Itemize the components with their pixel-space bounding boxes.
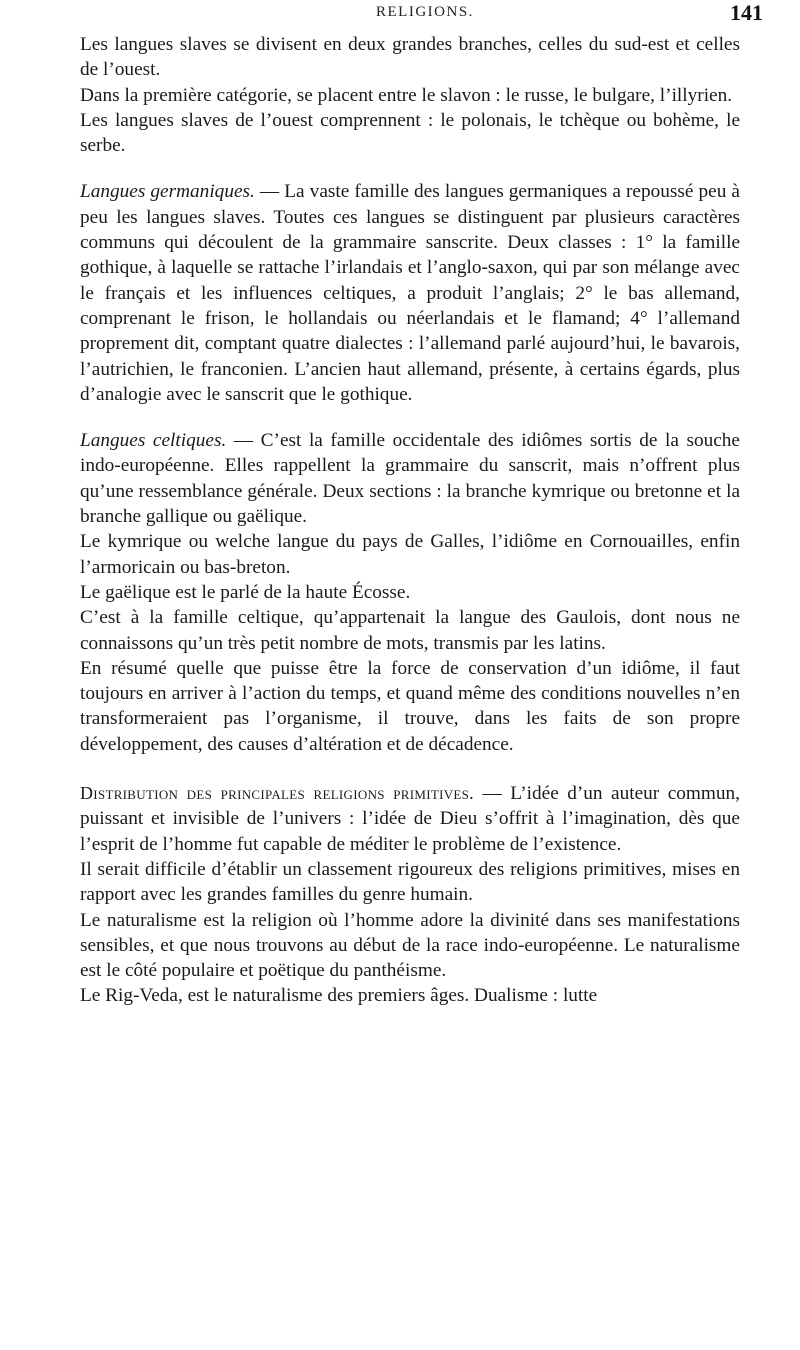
running-title: RELIGIONS. bbox=[376, 4, 474, 20]
paragraph: En résumé quelle que puisse être la force de conservation d’un idiôme, il faut toujours en arriver à l’action du temps, et quand même des conditions nouvelles n’en transformeraient pas l’organisme, il trouve, dans les faits de son propre développement, des causes d’altération et de décadence. bbox=[80, 657, 740, 755]
section-religions: Distribution des principales religions primitives. — L’idée d’un auteur commun, puissant et invisible de l’univers : l’idée de Dieu s’offrit à l’imagination, dès que l’esprit de l’homme fut capable de méditer le problème de l’existence. bbox=[80, 783, 740, 855]
paragraph: Dans la première catégorie, se placent entre le slavon : le russe, le bulgare, l’illyrien. bbox=[80, 84, 733, 106]
paragraph: Le kymrique ou welche langue du pays de Galles, l’idiôme en Cornouailles, enfin l’armoricain ou bas-breton. bbox=[80, 531, 740, 578]
section-heading: Langues celtiques. bbox=[80, 430, 227, 452]
paragraph: C’est à la famille celtique, qu’appartenait la langue des Gaulois, dont nous ne connaissons qu’un très petit nombre de mots, transmis par les latins. bbox=[80, 607, 740, 654]
paragraph: Le Rig-Veda, est le naturalisme des premiers âges. Dualisme : lutte bbox=[80, 985, 598, 1007]
paragraph: Les langues slaves de l’ouest comprennent : le polonais, le tchèque ou bohème, le serbe. bbox=[80, 109, 740, 157]
paragraph: Les langues slaves se divisent en deux grandes branches, celles du sud-est et celles de l’ouest. bbox=[80, 34, 740, 81]
running-head bbox=[0, 2, 800, 26]
section-celtiques: Langues celtiques. — C’est la famille occidentale des idiômes sortis de la souche indo-européenne. Elles rappellent la grammaire du sanscrit, mais n’offrent plus qu’une ressemblance générale. Deux sections : la branche kymrique ou bretonne et la branche gallique ou gaëlique. bbox=[80, 430, 740, 528]
section-heading: Distribution des principales religions primitives. bbox=[80, 783, 474, 804]
section-germaniques: Langues germaniques. — La vaste famille des langues germaniques a repoussé peu à peu les langues slaves. Toutes ces langues se distinguent par plusieurs caractères communs qui découlent de la grammaire sanscrite. Deux classes : 1° la famille gothique, à laquelle se rattache l’irlandais et l’anglo-saxon, qui par son mélange avec le français et les influences celtiques, a produit l’anglais; 2° le bas allemand, comprenant le frison, le hollandais ou néerlandais et le flamand; 4° l’allemand proprement dit, comptant quatre dialectes : l’allemand parlé aujourd’hui, le bavarois, l’autrichien, le franconien. L’ancien haut allemand, présente, à certains égards, plus d’analogie avec le sanscrit que le gothique. bbox=[80, 181, 740, 405]
page-number: 141 bbox=[730, 0, 763, 25]
section-heading: Langues germaniques. bbox=[80, 181, 255, 203]
paragraph: Il serait difficile d’établir un classement rigoureux des religions primitives, mises en rapport avec les grandes familles du genre humain. bbox=[80, 858, 740, 906]
paragraph: Le naturalisme est la religion où l’homme adore la divinité dans ses manifestations sensibles, et que nous trouvons au début de la race indo-européenne. Le naturalisme est le côté populaire et poëtique du panthéisme. bbox=[80, 909, 740, 982]
paragraph: Le gaëlique est le parlé de la haute Écosse. bbox=[80, 581, 411, 603]
body-text bbox=[80, 32, 740, 1009]
